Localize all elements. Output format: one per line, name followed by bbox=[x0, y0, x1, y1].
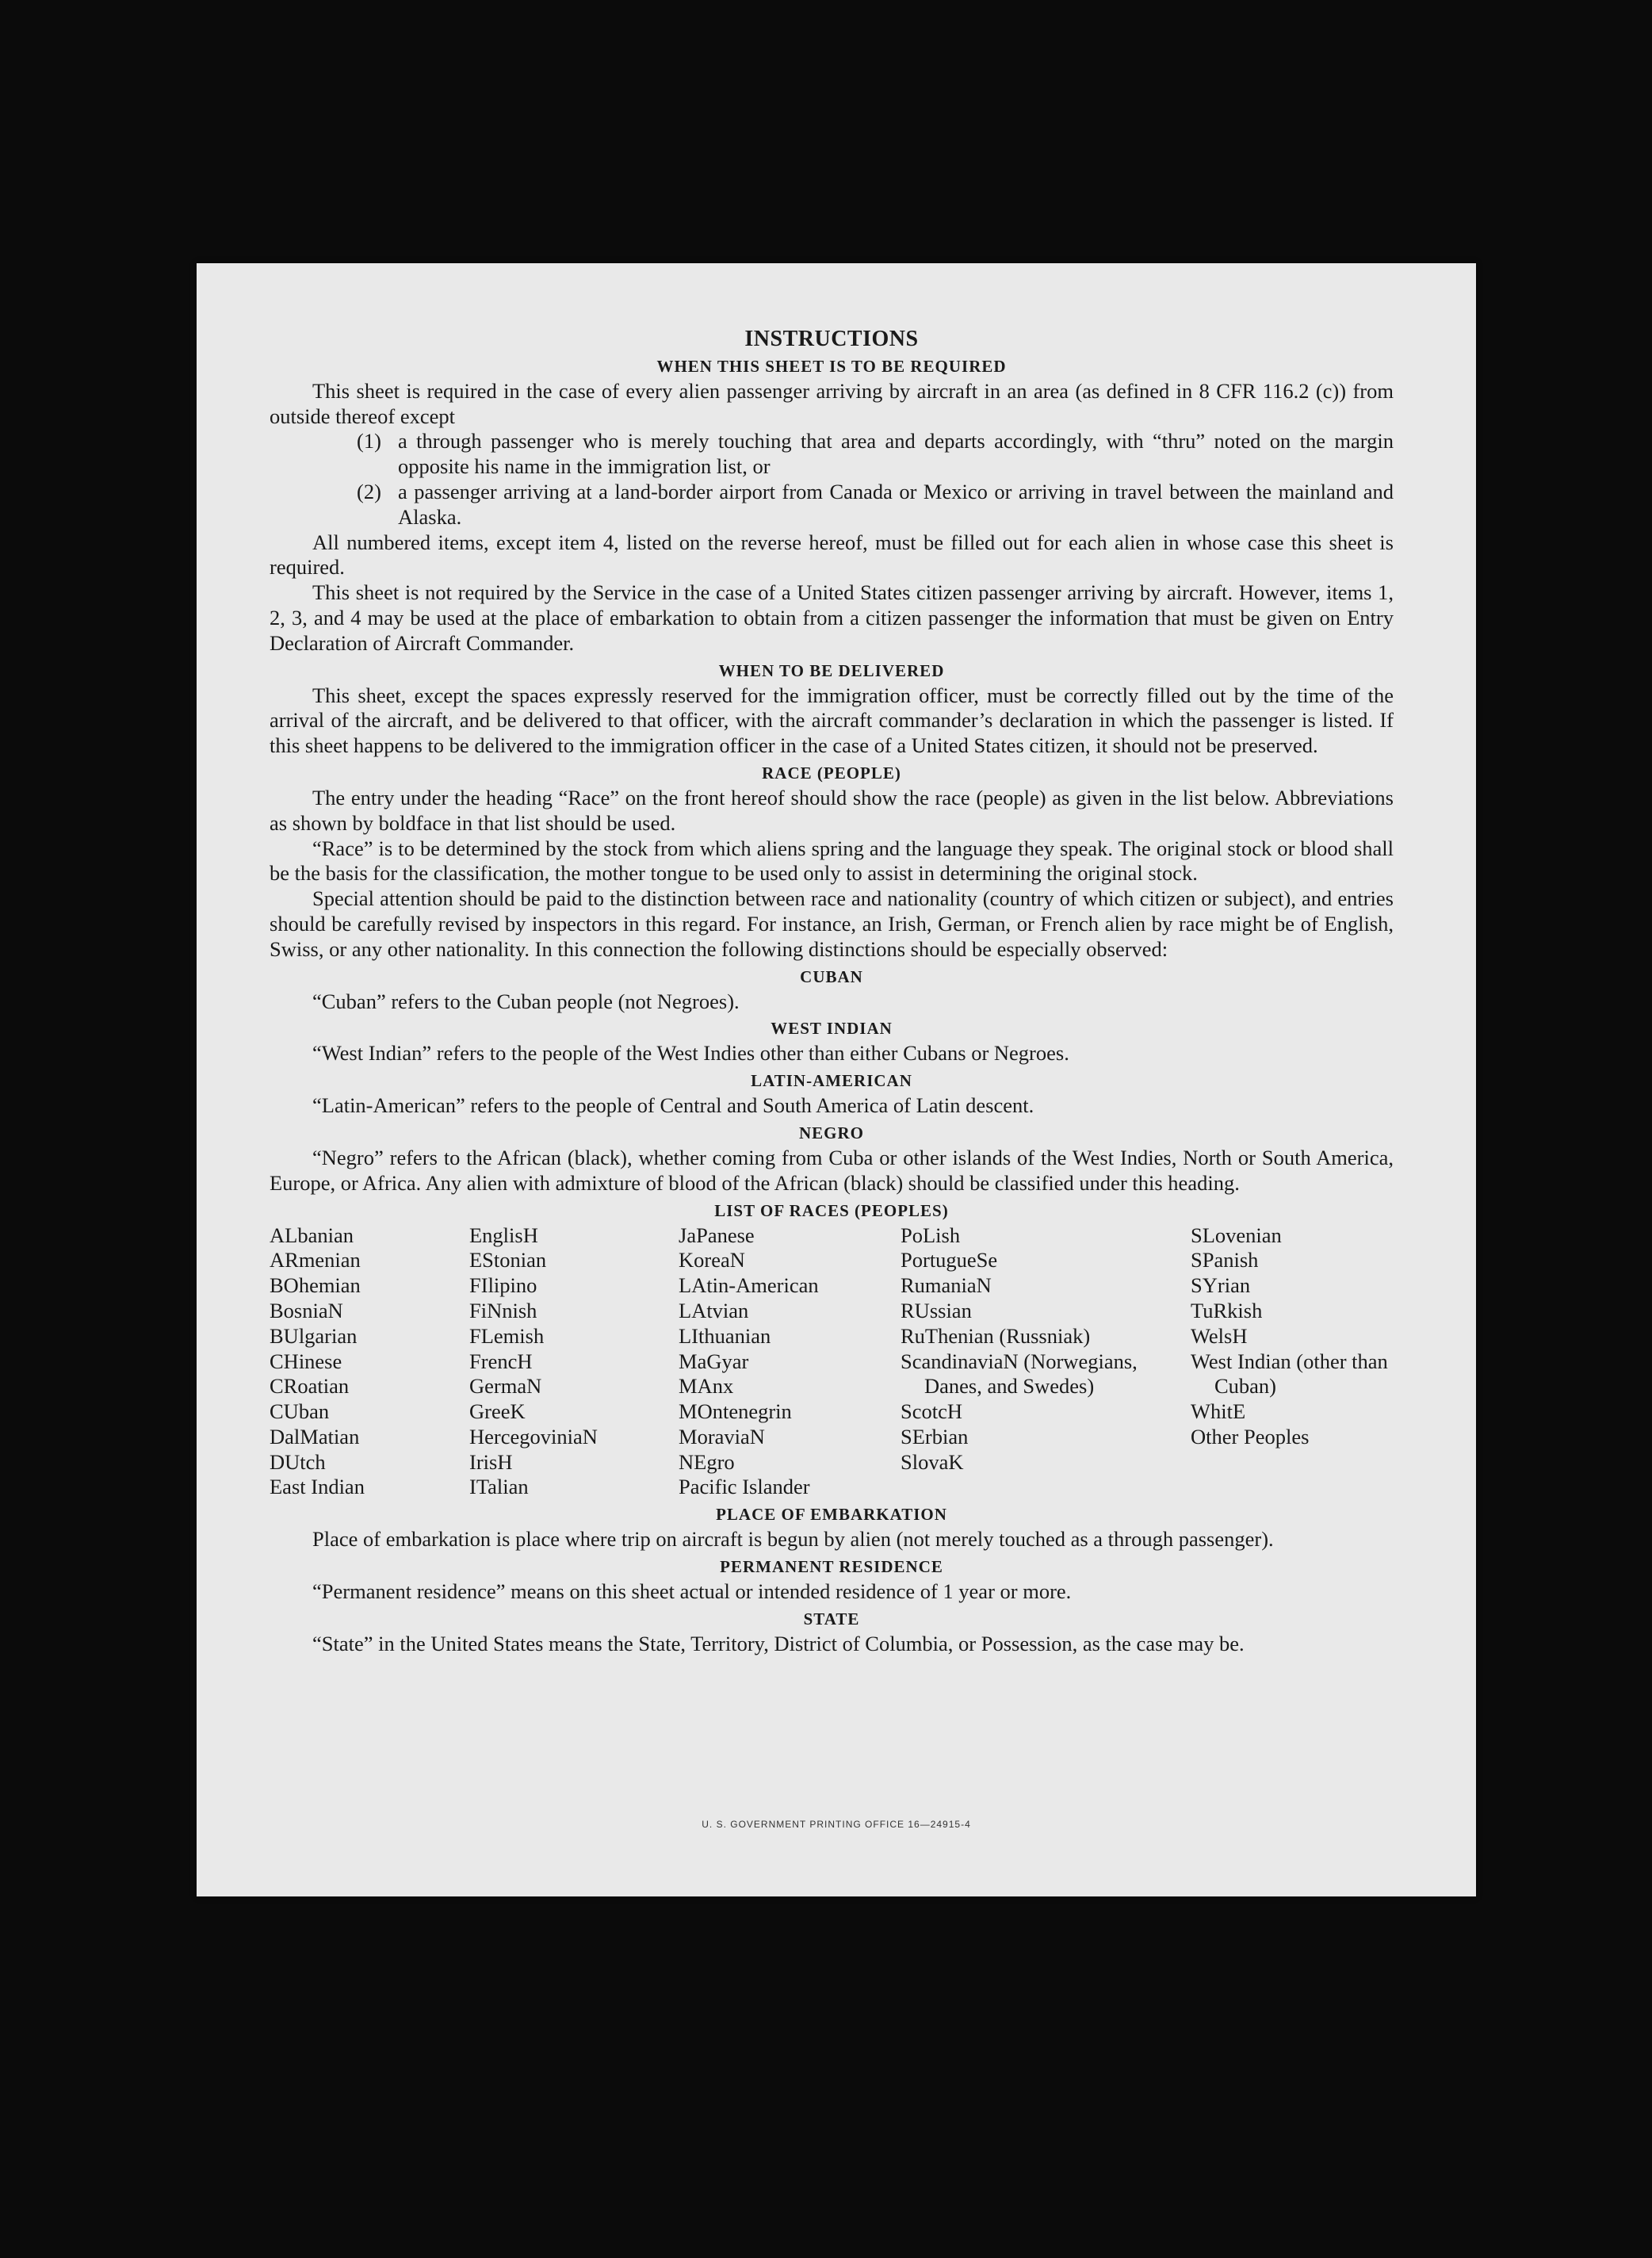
page-title: INSTRUCTIONS bbox=[744, 327, 919, 351]
list-item: MAnx bbox=[679, 1374, 734, 1399]
list-item: SYrian bbox=[1191, 1273, 1251, 1298]
list-item: FrencH bbox=[469, 1349, 533, 1373]
document-content bbox=[270, 327, 1394, 1657]
list-item bbox=[357, 480, 1394, 530]
list-item: WhitE bbox=[1191, 1399, 1246, 1424]
list-item: BOhemian bbox=[270, 1273, 361, 1298]
list-item: PortugueSe bbox=[901, 1248, 998, 1273]
list-item: RUssian bbox=[901, 1298, 972, 1322]
list-item: ARmenian bbox=[270, 1248, 361, 1273]
item-number: (2) bbox=[357, 479, 381, 503]
heading-cuban: CUBAN bbox=[800, 966, 863, 986]
list-item: CUban bbox=[270, 1399, 330, 1424]
list-item: Pacific Islander bbox=[679, 1475, 810, 1499]
races-column bbox=[901, 1223, 1191, 1501]
paragraph: “Latin-American” refers to the people of Central and South America of Latin descent. bbox=[312, 1093, 1034, 1118]
list-item: LAtin-American bbox=[679, 1273, 819, 1298]
list-item: EStonian bbox=[469, 1248, 547, 1273]
list-item: SErbian bbox=[901, 1424, 969, 1449]
list-item: East Indian bbox=[270, 1475, 365, 1499]
list-item: West Indian (other than Cuban) bbox=[1191, 1349, 1388, 1399]
list-item: ITalian bbox=[469, 1475, 529, 1499]
heading-races-list: LIST OF RACES (PEOPLES) bbox=[714, 1200, 949, 1220]
paragraph: The entry under the heading “Race” on the front hereof should show the race (people) as given in the list below. Abbreviations as shown by boldface in that list should be used. bbox=[270, 785, 1394, 835]
list-item: DUtch bbox=[270, 1449, 326, 1474]
list-item: ScandinaviaN (Norwegians, Danes, and Swedes) bbox=[901, 1349, 1138, 1399]
paragraph: “Race” is to be determined by the stock from which aliens spring and the language they speak. The original stock or blood shall be the basis for the classification, the mother tongue to be used only to assist in determining the original stock. bbox=[270, 836, 1394, 886]
list-item: BUlgarian bbox=[270, 1323, 358, 1348]
paragraph: “Cuban” refers to the Cuban people (not Negroes). bbox=[312, 989, 740, 1013]
item-number: (1) bbox=[357, 429, 381, 454]
list-item: CHinese bbox=[270, 1349, 342, 1373]
paragraph: This sheet is required in the case of every alien passenger arriving by aircraft in an area (as defined in 8 CFR 116.2 (c)) from outside thereof except bbox=[270, 378, 1394, 428]
list-item: KoreaN bbox=[679, 1248, 745, 1273]
races-column bbox=[270, 1223, 469, 1501]
list-item: ScotcH bbox=[901, 1399, 963, 1424]
list-item: LIthuanian bbox=[679, 1323, 771, 1348]
paragraph: All numbered items, except item 4, listed on the reverse hereof, must be filled out for each alien in whose case this sheet is required. bbox=[270, 530, 1394, 580]
heading-required: WHEN THIS SHEET IS TO BE REQUIRED bbox=[656, 356, 1007, 376]
heading-latin-american: LATIN-AMERICAN bbox=[751, 1071, 912, 1091]
list-item: MOntenegrin bbox=[679, 1399, 792, 1424]
heading-residence: PERMANENT RESIDENCE bbox=[720, 1557, 943, 1577]
heading-negro: NEGRO bbox=[798, 1123, 864, 1142]
list-item: GreeK bbox=[469, 1399, 526, 1424]
list-item: SPanish bbox=[1191, 1248, 1259, 1273]
list-item: MaGyar bbox=[679, 1349, 749, 1373]
list-item: MoraviaN bbox=[679, 1424, 765, 1449]
list-item: WelsH bbox=[1191, 1323, 1248, 1348]
list-item: DalMatian bbox=[270, 1424, 360, 1449]
list-item: EnglisH bbox=[469, 1223, 538, 1247]
paragraph: This sheet is not required by the Service in the case of a United States citizen passenger arriving by aircraft. However, items 1, 2, 3, and 4 may be used at the place of embarkation to obtain from a citizen passenger the information that must be given on Entry Declaration of Aircraft Commander. bbox=[270, 580, 1394, 655]
item-text: a through passenger who is merely touching that area and departs accordingly, with “thru” noted on the margin opposite his name in the immigration list, or bbox=[398, 429, 1394, 479]
list-item: HercegoviniaN bbox=[469, 1424, 598, 1449]
paragraph: Place of embarkation is place where trip on aircraft is begun by alien (not merely touched as a through passenger). bbox=[312, 1527, 1274, 1552]
list-item: JaPanese bbox=[679, 1223, 755, 1247]
paragraph: “State” in the United States means the State, Territory, District of Columbia, or Possession, as the case may be. bbox=[312, 1631, 1245, 1655]
heading-embarkation: PLACE OF EMBARKATION bbox=[716, 1505, 947, 1525]
list-item: TuRkish bbox=[1191, 1298, 1263, 1322]
heading-west-indian: WEST INDIAN bbox=[771, 1019, 893, 1039]
list-item: CRoatian bbox=[270, 1374, 350, 1399]
paragraph: “West Indian” refers to the people of the West Indies other than either Cubans or Negroes. bbox=[312, 1041, 1069, 1066]
list-item: FiNnish bbox=[469, 1298, 537, 1322]
list-item: LAtvian bbox=[679, 1298, 749, 1322]
paragraph: This sheet, except the spaces expressly reserved for the immigration officer, must be correctly filled out by the time of the arrival of the aircraft, and be delivered to that officer, with the aircraft commander’s declaration in which the passenger is listed. If this sheet happens to be delivered to the immigration officer in the case of a United States citizen, it should not be preserved. bbox=[270, 683, 1394, 758]
races-column bbox=[469, 1223, 679, 1501]
list-item: Other Peoples bbox=[1191, 1424, 1310, 1449]
list-item bbox=[357, 429, 1394, 480]
list-item: RuThenian (Russniak) bbox=[901, 1323, 1091, 1348]
heading-delivered: WHEN TO BE DELIVERED bbox=[718, 660, 945, 680]
list-item: BosniaN bbox=[270, 1298, 343, 1322]
list-item: IrisH bbox=[469, 1449, 513, 1474]
document-sheet bbox=[197, 263, 1476, 1896]
races-list bbox=[270, 1223, 1394, 1501]
printer-imprint: U. S. GOVERNMENT PRINTING OFFICE 16—24915-4 bbox=[702, 1819, 971, 1830]
list-item: FLemish bbox=[469, 1323, 545, 1348]
list-item: ALbanian bbox=[270, 1223, 354, 1247]
item-text: a passenger arriving at a land-border airport from Canada or Mexico or arriving in travel between the mainland and Alaska. bbox=[398, 479, 1394, 529]
list-item: GermaN bbox=[469, 1374, 542, 1399]
list-item: SlovaK bbox=[901, 1449, 964, 1474]
list-item: NEgro bbox=[679, 1449, 735, 1474]
paragraph: “Permanent residence” means on this sheet actual or intended residence of 1 year or more. bbox=[312, 1579, 1072, 1604]
heading-race: RACE (PEOPLE) bbox=[762, 763, 901, 783]
list-item: SLovenian bbox=[1191, 1223, 1282, 1247]
list-item: RumaniaN bbox=[901, 1273, 992, 1298]
list-item: FIlipino bbox=[469, 1273, 537, 1298]
heading-state: STATE bbox=[803, 1609, 860, 1628]
paragraph: “Negro” refers to the African (black), whether coming from Cuba or other islands of the West Indies, North or South America, Europe, or Africa. Any alien with admixture of blood of the African (black) should be classified under this heading. bbox=[270, 1145, 1394, 1195]
races-column bbox=[679, 1223, 901, 1501]
list-item: PoLish bbox=[901, 1223, 961, 1247]
paragraph: Special attention should be paid to the distinction between race and nationality (country of which citizen or subject), and entries should be carefully revised by inspectors in this regard. For instance, an Irish, German, or French alien by race might be of English, Swiss, or any other nationality. In this connection the following distinctions should be especially observed: bbox=[270, 886, 1394, 961]
races-column bbox=[1191, 1223, 1394, 1501]
